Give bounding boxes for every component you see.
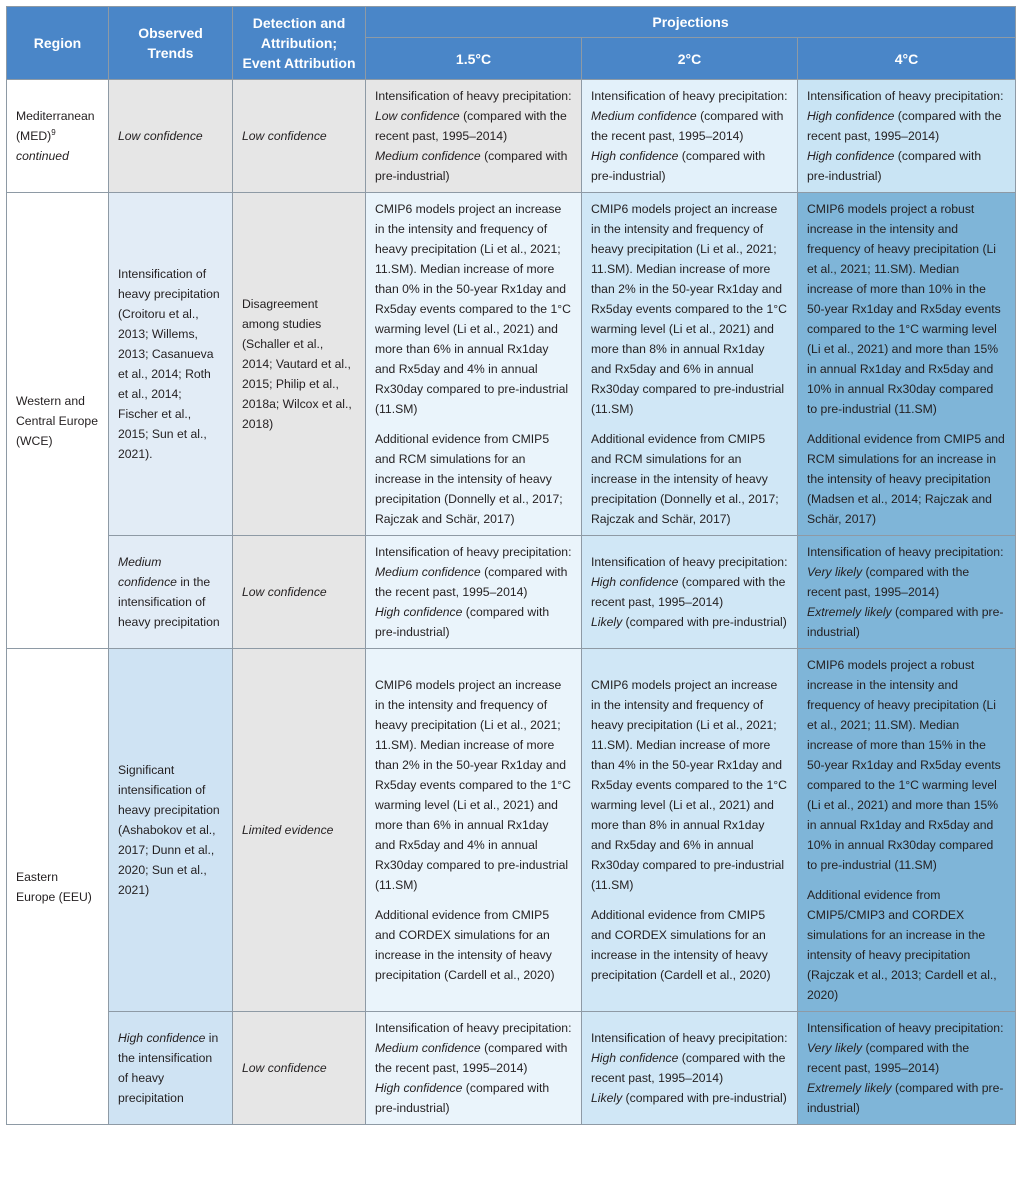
- header-4c: 4°C: [798, 38, 1016, 80]
- observed-med: Low confidence: [109, 80, 233, 193]
- header-2c: 2°C: [582, 38, 798, 80]
- observed-eeu-1: Significant intensification of heavy precipitation (Ashabokov et al., 2017; Dunn et al., 2020; Sun et al., 2021): [109, 649, 233, 1012]
- table-row-eeu-1: [7, 649, 1016, 1012]
- proj-4c-wce-2: Intensification of heavy precipitation: Very likely (compared with the recent past, 1995–2014) Extremely likely (compared with pre-industrial): [798, 536, 1016, 649]
- table-row-med: [7, 80, 1016, 193]
- heavy-precipitation-table: [6, 6, 1016, 1125]
- detection-med: Low confidence: [233, 80, 366, 193]
- observed-wce-1: Intensification of heavy precipitation (Croitoru et al., 2013; Willems, 2013; Casanueva et al., 2014; Roth et al., 2014; Fischer et al., 2015; Sun et al., 2021).: [109, 193, 233, 536]
- table-row-wce-2: [7, 536, 1016, 649]
- proj-1-5c-med: Intensification of heavy precipitation: Low confidence (compared with the recent past, 1995–2014) Medium confidence (compared with pre-industrial): [366, 80, 582, 193]
- observed-eeu-2: High confidence in the intensification of heavy precipitation: [109, 1012, 233, 1125]
- detection-eeu-1: Limited evidence: [233, 649, 366, 1012]
- region-med: Mediterranean (MED)$^9$ continued: [7, 80, 109, 193]
- header-1-5c: 1.5°C: [366, 38, 582, 80]
- proj-4c-med: Intensification of heavy precipitation: High confidence (compared with the recent past, 1995–2014) High confidence (compared with pre-industrial): [798, 80, 1016, 193]
- proj-2c-eeu-1: CMIP6 models project an increase in the intensity and frequency of heavy precipitation (Li et al., 2021; 11.SM). Median increase of more than 4% in the 50-year Rx1day and Rx5day events compared to the 1°C warming level (Li et al., 2021) and more than 8% in annual Rx1day and Rx5day and 6% in annual Rx30day compared to pre-industrial (11.SM) Additional evidence from CMIP5 and CORDEX simulations for an increase in the intensity of heavy precipitation (Cardell et al., 2020): [582, 649, 798, 1012]
- proj-2c-med: Intensification of heavy precipitation: Medium confidence (compared with the recent past, 1995–2014) High confidence (compared with pre-industrial): [582, 80, 798, 193]
- proj-4c-wce-1: CMIP6 models project a robust increase in the intensity and frequency of heavy precipitation (Li et al., 2021; 11.SM). Median increase of more than 10% in the 50-year Rx1day and Rx5day events compared to the 1°C warming level (Li et al., 2021) and more than 15% in annual Rx1day and Rx5day and 10% in annual Rx30day compared to pre-industrial (11.SM) Additional evidence from CMIP5 and RCM simulations for an increase in the intensity of heavy precipitation (Madsen et al., 2014; Rajczak and Schär, 2017): [798, 193, 1016, 536]
- table-row-wce-1: [7, 193, 1016, 536]
- proj-4c-eeu-1: CMIP6 models project a robust increase in the intensity and frequency of heavy precipitation (Li et al., 2021; 11.SM). Median increase of more than 15% in the 50-year Rx1day and Rx5day events compared to the 1°C warming level (Li et al., 2021) and more than 15% in annual Rx1day and Rx5day and 10% in annual Rx30day compared to pre-industrial (11.SM) Additional evidence from CMIP5/CMIP3 and CORDEX simulations for an increase in the intensity of heavy precipitation (Rajczak et al., 2013; Cardell et al., 2020): [798, 649, 1016, 1012]
- detection-wce-2: Low confidence: [233, 536, 366, 649]
- proj-2c-wce-2: Intensification of heavy precipitation: High confidence (compared with the recent past, 1995–2014) Likely (compared with pre-industrial): [582, 536, 798, 649]
- proj-1-5c-wce-2: Intensification of heavy precipitation: Medium confidence (compared with the recent past, 1995–2014) High confidence (compared with pre-industrial): [366, 536, 582, 649]
- region-wce: Western and Central Europe (WCE): [7, 193, 109, 649]
- header-detection-attribution: Detection and Attribution; Event Attribution: [233, 7, 366, 80]
- region-eeu: Eastern Europe (EEU): [7, 649, 109, 1125]
- proj-1-5c-wce-1: CMIP6 models project an increase in the intensity and frequency of heavy precipitation (Li et al., 2021; 11.SM). Median increase of more than 0% in the 50-year Rx1day and Rx5day events compared to the 1°C warming level (Li et al., 2021) and more than 6% in annual Rx1day and Rx5day and 4% in annual Rx30day compared to pre-industrial (11.SM) Additional evidence from CMIP5 and RCM simulations for an increase in the intensity of heavy precipitation (Donnelly et al., 2017; Rajczak and Schär, 2017): [366, 193, 582, 536]
- header-projections: Projections: [366, 7, 1016, 38]
- table-row-eeu-2: [7, 1012, 1016, 1125]
- proj-4c-eeu-2: Intensification of heavy precipitation: Very likely (compared with the recent past, 1995–2014) Extremely likely (compared with pre-industrial): [798, 1012, 1016, 1125]
- detection-wce-1: Disagreement among studies (Schaller et al., 2014; Vautard et al., 2015; Philip et al., 2018a; Wilcox et al., 2018): [233, 193, 366, 536]
- observed-wce-2: Medium confidence in the intensification of heavy precipitation: [109, 536, 233, 649]
- header-region: Region: [7, 7, 109, 80]
- proj-1-5c-eeu-2: Intensification of heavy precipitation: Medium confidence (compared with the recent past, 1995–2014) High confidence (compared with pre-industrial): [366, 1012, 582, 1125]
- proj-1-5c-eeu-1: CMIP6 models project an increase in the intensity and frequency of heavy precipitation (Li et al., 2021; 11.SM). Median increase of more than 2% in the 50-year Rx1day and Rx5day events compared to the 1°C warming level (Li et al., 2021) and more than 6% in annual Rx1day and Rx5day and 4% in annual Rx30day compared to pre-industrial (11.SM) Additional evidence from CMIP5 and CORDEX simulations for an increase in the intensity of heavy precipitation (Cardell et al., 2020): [366, 649, 582, 1012]
- detection-eeu-2: Low confidence: [233, 1012, 366, 1125]
- proj-2c-eeu-2: Intensification of heavy precipitation: High confidence (compared with the recent past, 1995–2014) Likely (compared with pre-industrial): [582, 1012, 798, 1125]
- proj-2c-wce-1: CMIP6 models project an increase in the intensity and frequency of heavy precipitation (Li et al., 2021; 11.SM). Median increase of more than 2% in the 50-year Rx1day and Rx5day events compared to the 1°C warming level (Li et al., 2021) and more than 8% in annual Rx1day and Rx5day and 6% in annual Rx30day compared to pre-industrial (11.SM) Additional evidence from CMIP5 and RCM simulations for an increase in the intensity of heavy precipitation (Donnelly et al., 2017; Rajczak and Schär, 2017): [582, 193, 798, 536]
- header-observed-trends: Observed Trends: [109, 7, 233, 80]
